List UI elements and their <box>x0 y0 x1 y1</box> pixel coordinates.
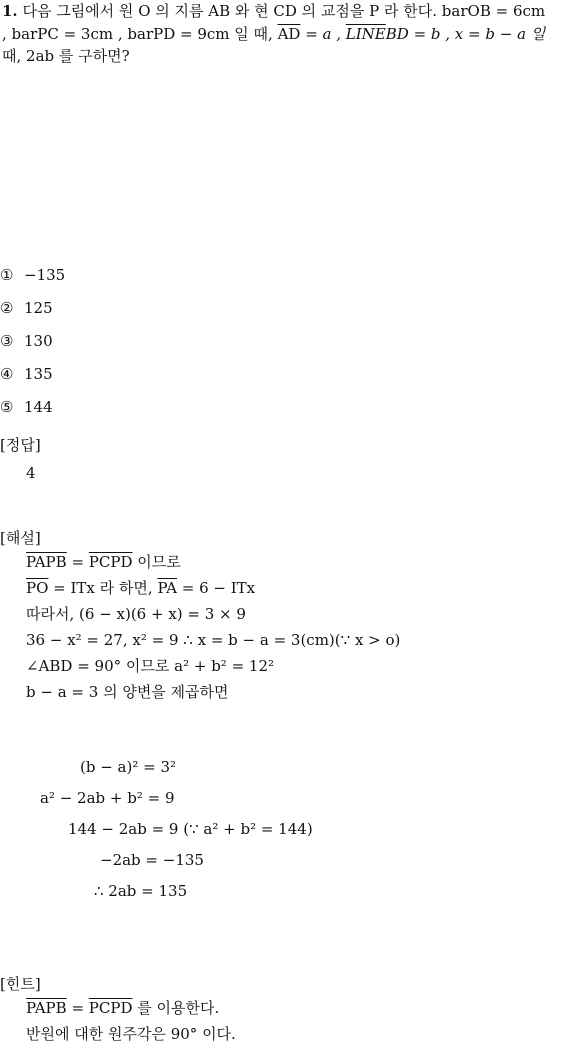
solution-line-1 <box>26 551 400 577</box>
question-line-2-pre: , barPC = 3cm , barPD = 9cm 일 때, <box>2 24 278 43</box>
segment-pc-pd: PCPD <box>88 999 133 1017</box>
choice-mark: ⑤ <box>0 398 14 417</box>
solution-label: [해설] <box>0 529 41 547</box>
choice-mark: ④ <box>0 365 14 384</box>
segment-pa-pb: PAPB <box>26 553 67 571</box>
equation-3: 144 − 2ab = 9 (∵ a² + b² = 144) <box>68 820 313 838</box>
segment-po: $\overline{PO}$ <box>26 579 49 597</box>
choice-2[interactable] <box>0 292 65 325</box>
solution-body <box>26 551 400 707</box>
question-line-2-post: BD = b , x = b − a 일 <box>385 24 546 43</box>
line-label: LINE <box>345 24 386 43</box>
segment-pa: $\overline{PA}$ <box>157 579 177 597</box>
hint-line-2: 반원에 대한 원주각은 90° 이다. <box>26 1025 236 1043</box>
question-line-3: 때, 2ab 를 구하면? <box>2 47 130 65</box>
equation-2: a² − 2ab + b² = 9 <box>40 789 175 807</box>
equals-sign: = <box>66 999 89 1017</box>
equals-sign: = <box>66 553 89 571</box>
equation-1: (b − a)² = 3² <box>80 758 177 776</box>
question-line-1 <box>2 0 570 23</box>
solution-line-2 <box>26 577 400 603</box>
choice-5[interactable] <box>0 391 65 424</box>
segment-pc-pd: PCPD <box>88 553 133 571</box>
choice-value: 130 <box>24 332 53 351</box>
solution-line-6: b − a = 3 의 양변을 제곱하면 <box>26 683 229 701</box>
choice-3[interactable] <box>0 325 65 358</box>
choice-value: −135 <box>24 266 66 285</box>
solution-line-3: 따라서, (6 − x)(6 + x) = 3 × 9 <box>26 605 246 623</box>
solution-line-5: ∠ABD = 90° 이므로 a² + b² = 12² <box>26 657 275 675</box>
question-number: 1. <box>2 2 18 20</box>
question-line-2-mid: = a , <box>300 24 346 43</box>
hint-line-1 <box>26 997 236 1023</box>
equation-4: −2ab = −135 <box>100 851 204 869</box>
segment-pa-pb: PAPB <box>26 999 67 1017</box>
choice-value: 135 <box>24 365 53 384</box>
solution-line-1-tail: 이므로 <box>132 553 181 571</box>
hint-label: [힌트] <box>0 975 41 993</box>
choice-value: 144 <box>24 398 53 417</box>
question-text <box>2 0 570 68</box>
solution-line-4: 36 − x² = 27, x² = 9 ∴ x = b − a = 3(cm)(∵ x > o) <box>26 631 401 649</box>
hint-line-1-tail: 를 이용한다. <box>132 999 220 1017</box>
segment-ad: $\overline{AD}$ <box>277 24 301 43</box>
choice-mark: ② <box>0 299 14 318</box>
choice-mark: ① <box>0 266 14 285</box>
solution-line-2-mid: = ITx 라 하면, <box>48 579 158 597</box>
choice-4[interactable] <box>0 358 65 391</box>
choice-1[interactable] <box>0 259 65 292</box>
hint-body <box>26 997 236 1049</box>
choice-mark: ③ <box>0 332 14 351</box>
answer-value: 4 <box>26 464 36 482</box>
choice-list <box>0 259 65 424</box>
choice-value: 125 <box>24 299 53 318</box>
question-line-1-text: 다음 그림에서 원 O 의 지름 AB 와 현 CD 의 교점을 P 라 한다. barOB = 6cm <box>22 2 546 20</box>
question-line-2 <box>2 23 570 46</box>
solution-line-2-tail: = 6 − ITx <box>177 579 256 597</box>
equation-5: ∴ 2ab = 135 <box>94 882 188 900</box>
answer-label: [정답] <box>0 436 41 454</box>
